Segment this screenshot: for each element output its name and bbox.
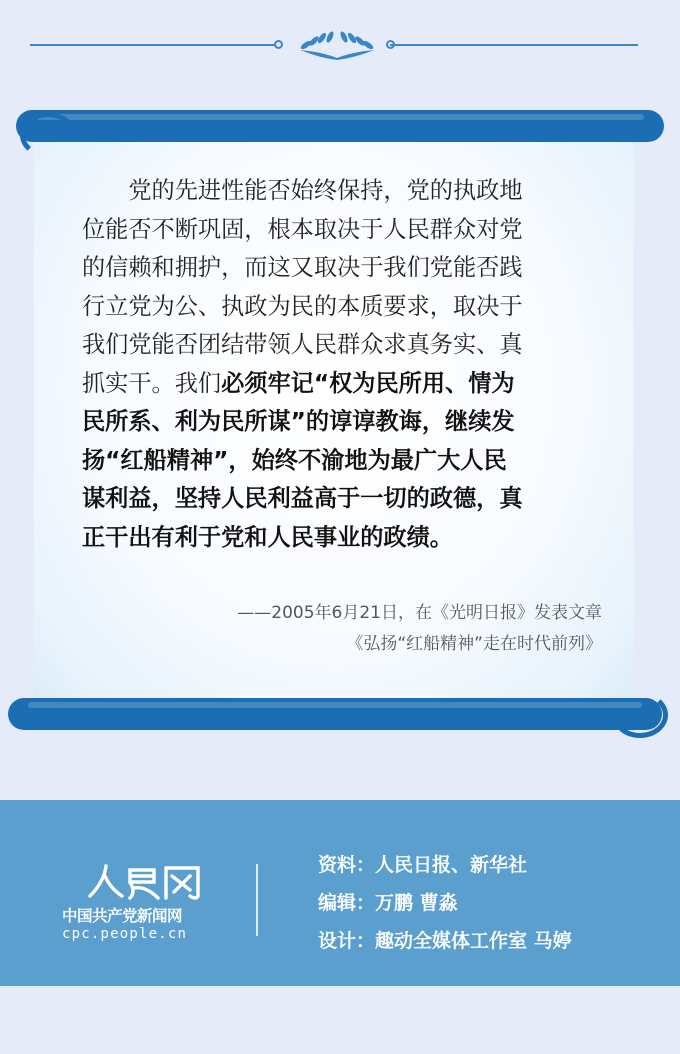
quote-emphasis: 正干出有利于党和人民事业的政绩。 bbox=[82, 523, 453, 551]
source-article-title: 《弘扬“红船精神”走在时代前列》 bbox=[346, 634, 602, 654]
people-cn-logo bbox=[62, 862, 222, 952]
quote-line bbox=[82, 365, 600, 404]
quote-text bbox=[82, 172, 600, 557]
quote-emphasis: 扬“红船精神”，始终不渝地为最广大人民 bbox=[82, 446, 507, 474]
quote-segment: 行立党为公、执政为民的本质要求，取决于 bbox=[82, 292, 523, 320]
quote-line bbox=[82, 288, 600, 327]
credit-design: 设计：趣动全媒体工作室 马婷 bbox=[318, 930, 572, 952]
quote-line bbox=[82, 326, 600, 365]
scroll-rod-bottom bbox=[8, 698, 662, 730]
quote-line bbox=[82, 403, 600, 442]
quote-emphasis: 必须牢记“权为民所用、情为 bbox=[221, 369, 515, 397]
scroll-curl-icon bbox=[20, 112, 76, 158]
scroll-curl-icon bbox=[612, 692, 668, 738]
quote-line bbox=[82, 442, 600, 481]
logo-calligraphy-icon bbox=[84, 862, 204, 902]
quote-line bbox=[82, 249, 600, 288]
footer bbox=[0, 800, 680, 986]
quote-line bbox=[82, 172, 600, 211]
quote-emphasis: 民所系、利为民所谋”的谆谆教诲，继续发 bbox=[82, 408, 515, 435]
source-date-line: ——2005年6月21日，在《光明日报》发表文章 bbox=[237, 603, 602, 623]
quote-segment: 的信赖和拥护，而这又取决于我们党能否践 bbox=[82, 254, 523, 281]
credit-editor: 编辑：万鹏 曹淼 bbox=[318, 892, 458, 914]
quote-segment: 位能否不断巩固，根本取决于人民群众对党 bbox=[82, 215, 523, 243]
quote-line bbox=[82, 519, 600, 558]
quote-line bbox=[82, 211, 600, 250]
footer-separator bbox=[256, 864, 258, 936]
quote-segment: 党的先进性能否始终保持，党的执政地 bbox=[82, 177, 523, 204]
quote-source bbox=[102, 598, 602, 660]
scroll-rod-top bbox=[16, 110, 664, 142]
quote-segment: 我们党能否团结带领人民群众求真务实、真 bbox=[82, 331, 523, 358]
quote-emphasis: 谋利益，坚持人民利益高于一切的政德，真 bbox=[82, 485, 523, 512]
logo-url-text: cpc.people.cn bbox=[62, 926, 188, 942]
logo-chinese-text: 中国共产党新闻网 bbox=[62, 907, 183, 925]
credits bbox=[318, 846, 658, 960]
quote-segment: 抓实干。我们 bbox=[82, 369, 222, 397]
quote-line bbox=[82, 480, 600, 519]
credit-source: 资料：人民日报、新华社 bbox=[318, 854, 528, 876]
